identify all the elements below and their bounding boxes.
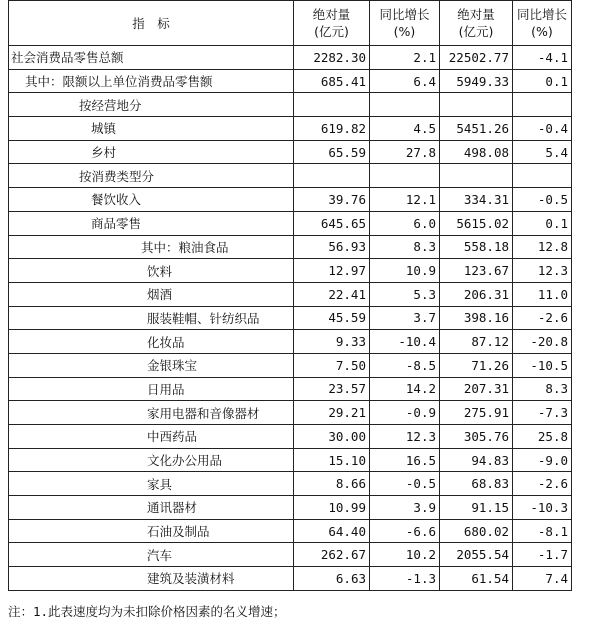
row-indicator: 中西药品	[9, 425, 294, 449]
growth-rate-period: 4.5	[370, 117, 440, 141]
absolute-value-period: 23.57	[294, 377, 370, 401]
absolute-value-period: 12.97	[294, 259, 370, 283]
growth-rate-period: 8.3	[370, 235, 440, 259]
absolute-value-period: 30.00	[294, 425, 370, 449]
table-row	[9, 46, 572, 70]
row-indicator: 乡村	[9, 140, 294, 164]
absolute-value-period: 64.40	[294, 519, 370, 543]
table-row	[9, 211, 572, 235]
table-row	[9, 259, 572, 283]
row-indicator: 汽车	[9, 543, 294, 567]
row-indicator: 化妆品	[9, 330, 294, 354]
row-indicator: 文化办公用品	[9, 448, 294, 472]
absolute-value-cumulative: 680.02	[440, 519, 513, 543]
row-indicator: 通讯器材	[9, 496, 294, 520]
absolute-value-period: 8.66	[294, 472, 370, 496]
table-row	[9, 496, 572, 520]
header-indicator: 指 标	[9, 1, 294, 46]
growth-rate-period: -0.9	[370, 401, 440, 425]
row-indicator: 日用品	[9, 377, 294, 401]
table-row	[9, 425, 572, 449]
growth-rate-cumulative: -8.1	[513, 519, 572, 543]
growth-rate-cumulative: -10.3	[513, 496, 572, 520]
absolute-value-period: 56.93	[294, 235, 370, 259]
row-indicator: 其中：限额以上单位消费品零售额	[9, 69, 294, 93]
growth-rate-period: 2.1	[370, 46, 440, 70]
growth-rate-cumulative: -9.0	[513, 448, 572, 472]
table-row	[9, 69, 572, 93]
growth-rate-cumulative: -10.5	[513, 353, 572, 377]
row-indicator: 商品零售	[9, 211, 294, 235]
growth-rate-period	[370, 93, 440, 117]
growth-rate-cumulative: 25.8	[513, 425, 572, 449]
growth-rate-period: 12.1	[370, 188, 440, 212]
table-row	[9, 377, 572, 401]
absolute-value-cumulative: 94.83	[440, 448, 513, 472]
absolute-value-cumulative: 498.08	[440, 140, 513, 164]
table-row	[9, 282, 572, 306]
table-row	[9, 401, 572, 425]
growth-rate-cumulative: -4.1	[513, 46, 572, 70]
growth-rate-cumulative: -0.5	[513, 188, 572, 212]
growth-rate-cumulative: 12.3	[513, 259, 572, 283]
absolute-value-cumulative: 275.91	[440, 401, 513, 425]
table-row	[9, 448, 572, 472]
row-indicator: 家用电器和音像器材	[9, 401, 294, 425]
absolute-value-period: 10.99	[294, 496, 370, 520]
table-body	[9, 46, 572, 591]
absolute-value-period: 39.76	[294, 188, 370, 212]
table-footnote: 注：1.此表速度均为未扣除价格因素的名义增速；	[8, 604, 286, 619]
absolute-value-cumulative: 91.15	[440, 496, 513, 520]
absolute-value-period: 65.59	[294, 140, 370, 164]
growth-rate-period: -0.5	[370, 472, 440, 496]
growth-rate-cumulative	[513, 93, 572, 117]
growth-rate-period: 10.2	[370, 543, 440, 567]
row-indicator: 金银珠宝	[9, 353, 294, 377]
absolute-value-cumulative: 5451.26	[440, 117, 513, 141]
absolute-value-period: 15.10	[294, 448, 370, 472]
absolute-value-cumulative: 206.31	[440, 282, 513, 306]
absolute-value-period: 29.21	[294, 401, 370, 425]
row-indicator: 家具	[9, 472, 294, 496]
growth-rate-cumulative	[513, 164, 572, 188]
absolute-value-cumulative: 558.18	[440, 235, 513, 259]
growth-rate-cumulative: 8.3	[513, 377, 572, 401]
header-absolute-1: 绝对量 (亿元)	[294, 1, 370, 46]
growth-rate-cumulative: 0.1	[513, 69, 572, 93]
absolute-value-period: 22.41	[294, 282, 370, 306]
absolute-value-cumulative: 334.31	[440, 188, 513, 212]
table-row	[9, 567, 572, 591]
absolute-value-cumulative	[440, 93, 513, 117]
growth-rate-cumulative: -2.6	[513, 472, 572, 496]
table-header-row	[9, 1, 572, 46]
row-indicator: 饮料	[9, 259, 294, 283]
table-row	[9, 519, 572, 543]
absolute-value-period: 6.63	[294, 567, 370, 591]
absolute-value-period	[294, 164, 370, 188]
growth-rate-period: -6.6	[370, 519, 440, 543]
absolute-value-period: 2282.30	[294, 46, 370, 70]
growth-rate-cumulative: 7.4	[513, 567, 572, 591]
row-indicator: 社会消费品零售总额	[9, 46, 294, 70]
growth-rate-period	[370, 164, 440, 188]
absolute-value-period: 45.59	[294, 306, 370, 330]
growth-rate-cumulative: 11.0	[513, 282, 572, 306]
row-indicator: 服装鞋帽、针纺织品	[9, 306, 294, 330]
absolute-value-period: 645.65	[294, 211, 370, 235]
header-absolute-2: 绝对量 (亿元)	[440, 1, 513, 46]
growth-rate-cumulative: -2.6	[513, 306, 572, 330]
retail-sales-table	[8, 0, 572, 591]
header-growth-2: 同比增长 (%)	[513, 1, 572, 46]
absolute-value-cumulative: 61.54	[440, 567, 513, 591]
growth-rate-period: 5.3	[370, 282, 440, 306]
absolute-value-cumulative: 22502.77	[440, 46, 513, 70]
growth-rate-period: -8.5	[370, 353, 440, 377]
table-row	[9, 306, 572, 330]
absolute-value-cumulative: 2055.54	[440, 543, 513, 567]
growth-rate-period: 16.5	[370, 448, 440, 472]
growth-rate-period: 12.3	[370, 425, 440, 449]
growth-rate-period: -1.3	[370, 567, 440, 591]
table-row	[9, 353, 572, 377]
absolute-value-cumulative: 207.31	[440, 377, 513, 401]
absolute-value-cumulative: 5615.02	[440, 211, 513, 235]
table-row	[9, 472, 572, 496]
growth-rate-cumulative: -20.8	[513, 330, 572, 354]
growth-rate-cumulative: -1.7	[513, 543, 572, 567]
growth-rate-cumulative: -7.3	[513, 401, 572, 425]
absolute-value-period: 7.50	[294, 353, 370, 377]
growth-rate-cumulative: 5.4	[513, 140, 572, 164]
absolute-value-cumulative: 398.16	[440, 306, 513, 330]
row-indicator: 按经营地分	[9, 93, 294, 117]
row-indicator: 石油及制品	[9, 519, 294, 543]
absolute-value-cumulative: 71.26	[440, 353, 513, 377]
absolute-value-cumulative: 305.76	[440, 425, 513, 449]
row-indicator: 城镇	[9, 117, 294, 141]
growth-rate-period: 6.0	[370, 211, 440, 235]
growth-rate-period: 3.7	[370, 306, 440, 330]
table-row	[9, 188, 572, 212]
growth-rate-period: 27.8	[370, 140, 440, 164]
growth-rate-cumulative: -0.4	[513, 117, 572, 141]
row-indicator: 餐饮收入	[9, 188, 294, 212]
growth-rate-period: 6.4	[370, 69, 440, 93]
growth-rate-period: 3.9	[370, 496, 440, 520]
row-indicator: 建筑及装潢材料	[9, 567, 294, 591]
absolute-value-period: 619.82	[294, 117, 370, 141]
growth-rate-cumulative: 0.1	[513, 211, 572, 235]
absolute-value-period: 262.67	[294, 543, 370, 567]
growth-rate-period: 14.2	[370, 377, 440, 401]
absolute-value-cumulative: 123.67	[440, 259, 513, 283]
growth-rate-period: -10.4	[370, 330, 440, 354]
absolute-value-cumulative: 87.12	[440, 330, 513, 354]
growth-rate-cumulative: 12.8	[513, 235, 572, 259]
absolute-value-period: 685.41	[294, 69, 370, 93]
table-row	[9, 543, 572, 567]
row-indicator: 按消费类型分	[9, 164, 294, 188]
header-growth-1: 同比增长 (%)	[370, 1, 440, 46]
table-row	[9, 117, 572, 141]
table-row	[9, 93, 572, 117]
table-row	[9, 140, 572, 164]
table-row	[9, 330, 572, 354]
absolute-value-period: 9.33	[294, 330, 370, 354]
row-indicator: 其中：粮油食品	[9, 235, 294, 259]
absolute-value-period	[294, 93, 370, 117]
absolute-value-cumulative	[440, 164, 513, 188]
table-row	[9, 164, 572, 188]
growth-rate-period: 10.9	[370, 259, 440, 283]
row-indicator: 烟酒	[9, 282, 294, 306]
absolute-value-cumulative: 5949.33	[440, 69, 513, 93]
absolute-value-cumulative: 68.83	[440, 472, 513, 496]
table-row	[9, 235, 572, 259]
